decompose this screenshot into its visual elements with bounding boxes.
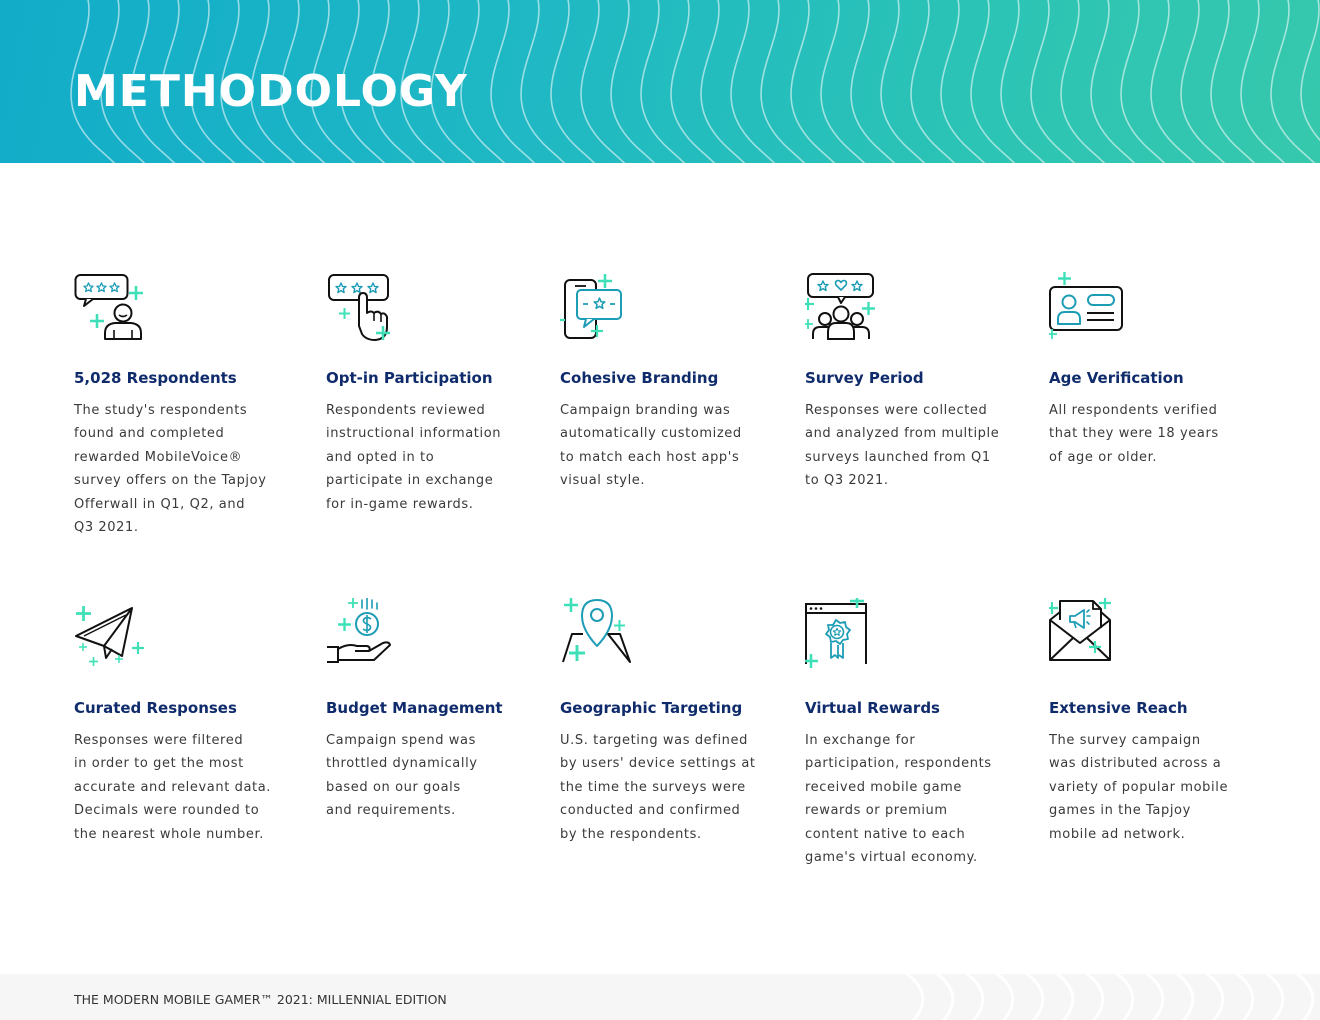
text-line: rewards or premium (805, 803, 948, 819)
text-line: instructional information (326, 426, 502, 442)
megaphone-envelope-icon (1049, 598, 1124, 673)
card-title: Virtual Rewards (805, 699, 940, 717)
text-line: was distributed across a (1049, 756, 1222, 772)
text-line: In exchange for (805, 733, 916, 748)
text-line: rewarded MobileVoice® (74, 449, 243, 465)
coin-hand-icon (326, 598, 401, 673)
text-line: found and completed (74, 426, 225, 442)
text-line: in order to get the most (74, 756, 244, 772)
footer-publication-title: THE MODERN MOBILE GAMER™ 2021: MILLENNIAL EDITION (74, 992, 447, 1007)
text-line: Decimals were rounded to (74, 803, 260, 819)
text-line: The study's respondents (74, 403, 248, 418)
card-title: Extensive Reach (1049, 699, 1188, 717)
card-description (74, 399, 274, 539)
text-line: games in the Tapjoy (1049, 803, 1191, 819)
phone-message-icon (560, 270, 635, 345)
card-description (1049, 399, 1249, 469)
card-description (1049, 729, 1249, 846)
text-line: participate in exchange (326, 473, 494, 489)
text-line: participation, respondents (805, 756, 992, 772)
text-line: to Q3 2021. (805, 473, 889, 489)
text-line: automatically customized (560, 426, 742, 442)
card-title: Curated Responses (74, 699, 237, 717)
text-line: Respondents reviewed (326, 403, 486, 418)
text-line: conducted and confirmed (560, 803, 741, 819)
text-line: and opted in to (326, 449, 435, 465)
text-line: by the respondents. (560, 826, 702, 842)
group-feedback-icon (805, 270, 880, 345)
page-title: METHODOLOGY (74, 66, 468, 117)
text-line: U.S. targeting was defined (560, 733, 748, 748)
text-line: surveys launched from Q1 (805, 449, 991, 465)
header-banner (0, 0, 1320, 163)
text-line: All respondents verified (1049, 403, 1218, 418)
text-line: that they were 18 years (1049, 426, 1219, 442)
map-pin-icon (560, 598, 635, 673)
card-title: Budget Management (326, 699, 503, 717)
text-line: accurate and relevant data. (74, 779, 272, 795)
text-line: Campaign spend was (326, 733, 476, 748)
text-line: content native to each (805, 826, 966, 842)
card-title: Opt-in Participation (326, 369, 493, 387)
text-line: Campaign branding was (560, 403, 731, 418)
text-line: and analyzed from multiple (805, 426, 1000, 442)
card-title: Survey Period (805, 369, 924, 387)
text-line: game's virtual economy. (805, 850, 978, 866)
text-line: visual style. (560, 473, 646, 489)
text-line: the nearest whole number. (74, 826, 264, 842)
text-line: for in-game rewards. (326, 496, 474, 512)
card-description (805, 729, 1005, 869)
text-line: received mobile game (805, 779, 962, 795)
text-line: The survey campaign (1049, 733, 1201, 748)
text-line: mobile ad network. (1049, 826, 1186, 842)
card-description (74, 729, 274, 846)
footer (0, 974, 1320, 1020)
text-line: to match each host app's (560, 449, 740, 465)
text-line: and requirements. (326, 803, 456, 819)
card-description (560, 729, 760, 846)
review-person-icon (74, 270, 149, 345)
text-line: of age or older. (1049, 449, 1158, 465)
card-title: Cohesive Branding (560, 369, 719, 387)
text-line: Offerwall in Q1, Q2, and (74, 496, 246, 512)
text-line: Q3 2021. (74, 520, 139, 536)
text-line: throttled dynamically (326, 756, 478, 772)
text-line: the time the surveys were (560, 779, 746, 795)
card-description (326, 399, 526, 516)
text-line: based on our goals (326, 779, 461, 795)
card-description (560, 399, 760, 493)
text-line: variety of popular mobile (1049, 779, 1229, 795)
card-title: Geographic Targeting (560, 699, 743, 717)
reward-badge-icon (805, 598, 880, 673)
card-description (805, 399, 1005, 493)
tap-rating-icon (326, 270, 401, 345)
paper-plane-icon (74, 598, 149, 673)
text-line: Responses were collected (805, 403, 988, 418)
card-description (326, 729, 526, 823)
card-title: Age Verification (1049, 369, 1184, 387)
text-line: by users' device settings at (560, 756, 756, 772)
card-title: 5,028 Respondents (74, 369, 237, 387)
text-line: survey offers on the Tapjoy (74, 473, 267, 489)
id-card-icon (1049, 270, 1124, 345)
text-line: Responses were filtered (74, 733, 244, 748)
